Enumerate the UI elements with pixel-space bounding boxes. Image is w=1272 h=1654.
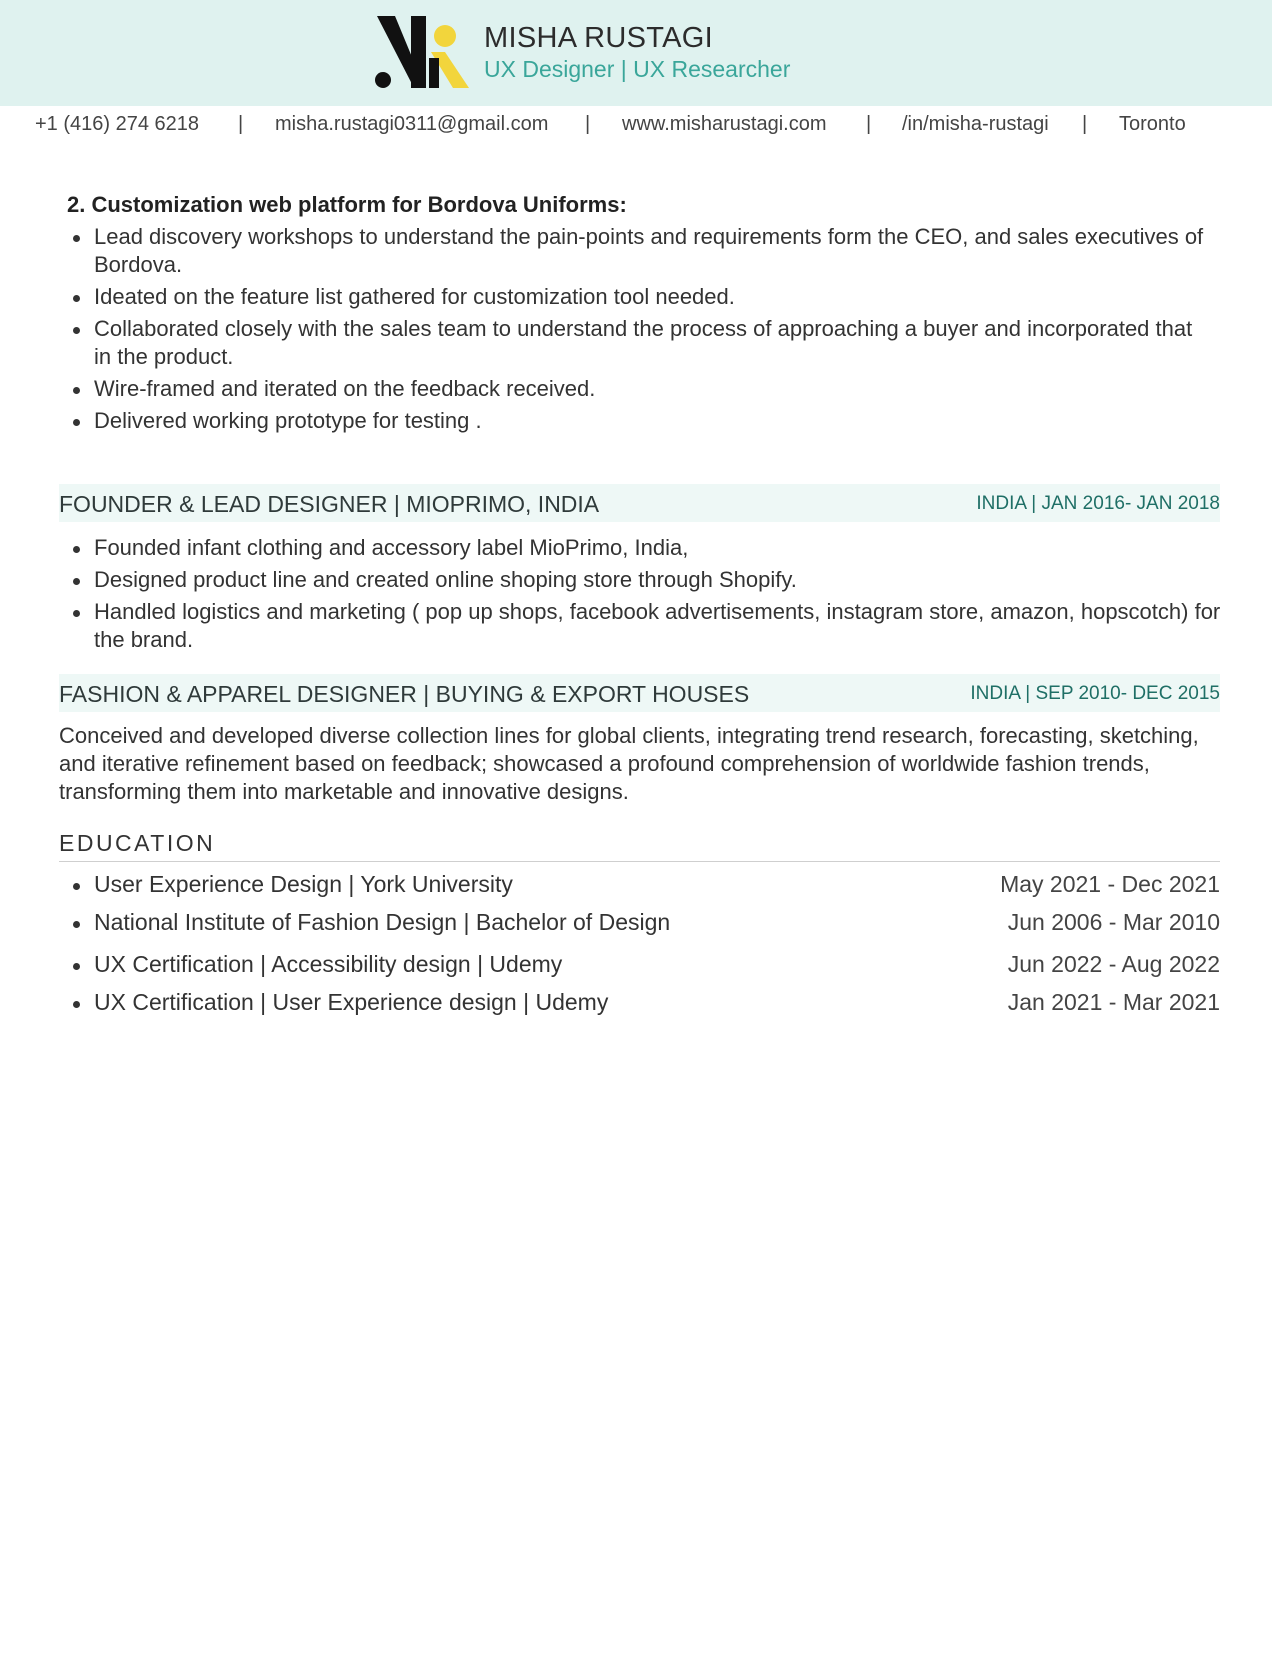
education-item <box>59 989 1220 1019</box>
mr-monogram-logo-icon <box>375 14 471 92</box>
job-dates: INDIA | SEP 2010- DEC 2015 <box>970 683 1220 704</box>
candidate-name: MISHA RUSTAGI <box>484 22 713 54</box>
education-dates: Jun 2022 - Aug 2022 <box>1007 951 1220 977</box>
list-item: Collaborated closely with the sales team to understand the process of approaching a buyer and incorporated that in the product. <box>67 315 1207 371</box>
job-dates: INDIA | JAN 2016- JAN 2018 <box>976 493 1220 514</box>
education-dates: Jun 2006 - Mar 2010 <box>1007 909 1220 935</box>
education-item <box>59 871 1220 901</box>
list-item: Handled logistics and marketing ( pop up shops, facebook advertisements, instagram store, amazon, hopscotch) for the brand. <box>67 598 1227 654</box>
education-name: UX Certification | User Experience design | Udemy <box>59 989 608 1016</box>
phone-number[interactable]: +1 (416) 274 6218 <box>35 113 200 135</box>
education-name: User Experience Design | York University <box>59 871 513 898</box>
list-item: Ideated on the feature list gathered for customization tool needed. <box>67 283 1207 311</box>
education-heading: EDUCATION <box>59 830 216 856</box>
job-title: FASHION & APPAREL DESIGNER | BUYING & EXPORT HOUSES <box>59 681 750 707</box>
job-bullet-list <box>67 534 1227 654</box>
job-description: Conceived and developed diverse collection lines for global clients, integrating trend research, forecasting, sketching, and iterative refinement based on feedback; showcased a profound comprehension of worldwide fashion trends, transforming them into marketable and innovative designs. <box>59 723 1199 804</box>
education-item <box>59 909 1220 939</box>
education-name: National Institute of Fashion Design | Bachelor of Design <box>59 909 670 936</box>
list-item: Founded infant clothing and accessory label MioPrimo, India, <box>67 534 1227 562</box>
contact-separator: | <box>585 113 591 135</box>
email-link[interactable]: misha.rustagi0311@gmail.com <box>275 113 549 135</box>
list-item: Delivered working prototype for testing . <box>67 407 1207 435</box>
divider <box>59 861 1220 862</box>
contact-bar <box>0 113 1272 143</box>
job-title: FOUNDER & LEAD DESIGNER | MIOPRIMO, INDIA <box>59 491 600 517</box>
education-dates: May 2021 - Dec 2021 <box>1000 871 1220 897</box>
education-name: UX Certification | Accessibility design | Udemy <box>59 951 562 978</box>
location: Toronto <box>1119 113 1186 135</box>
job-header-fashion <box>59 674 1220 712</box>
linkedin-link[interactable]: /in/misha-rustagi <box>902 113 1049 135</box>
header-band <box>0 0 1272 106</box>
candidate-role: UX Designer | UX Researcher <box>484 56 791 82</box>
education-dates: Jan 2021 - Mar 2021 <box>1007 989 1220 1015</box>
project-title: 2. Customization web platform for Bordova Uniforms: <box>67 192 627 217</box>
website-link[interactable]: www.misharustagi.com <box>622 113 827 135</box>
education-item <box>59 951 1220 981</box>
list-item: Designed product line and created online shoping store through Shopify. <box>67 566 1227 594</box>
list-item: Wire-framed and iterated on the feedback received. <box>67 375 1207 403</box>
contact-separator: | <box>1082 113 1088 135</box>
contact-separator: | <box>238 113 244 135</box>
project-bullet-list <box>67 223 1207 435</box>
contact-separator: | <box>866 113 872 135</box>
list-item: Lead discovery workshops to understand the pain-points and requirements form the CEO, and sales executives of Bordova. <box>67 223 1207 279</box>
job-header-mioprimo <box>59 484 1220 522</box>
